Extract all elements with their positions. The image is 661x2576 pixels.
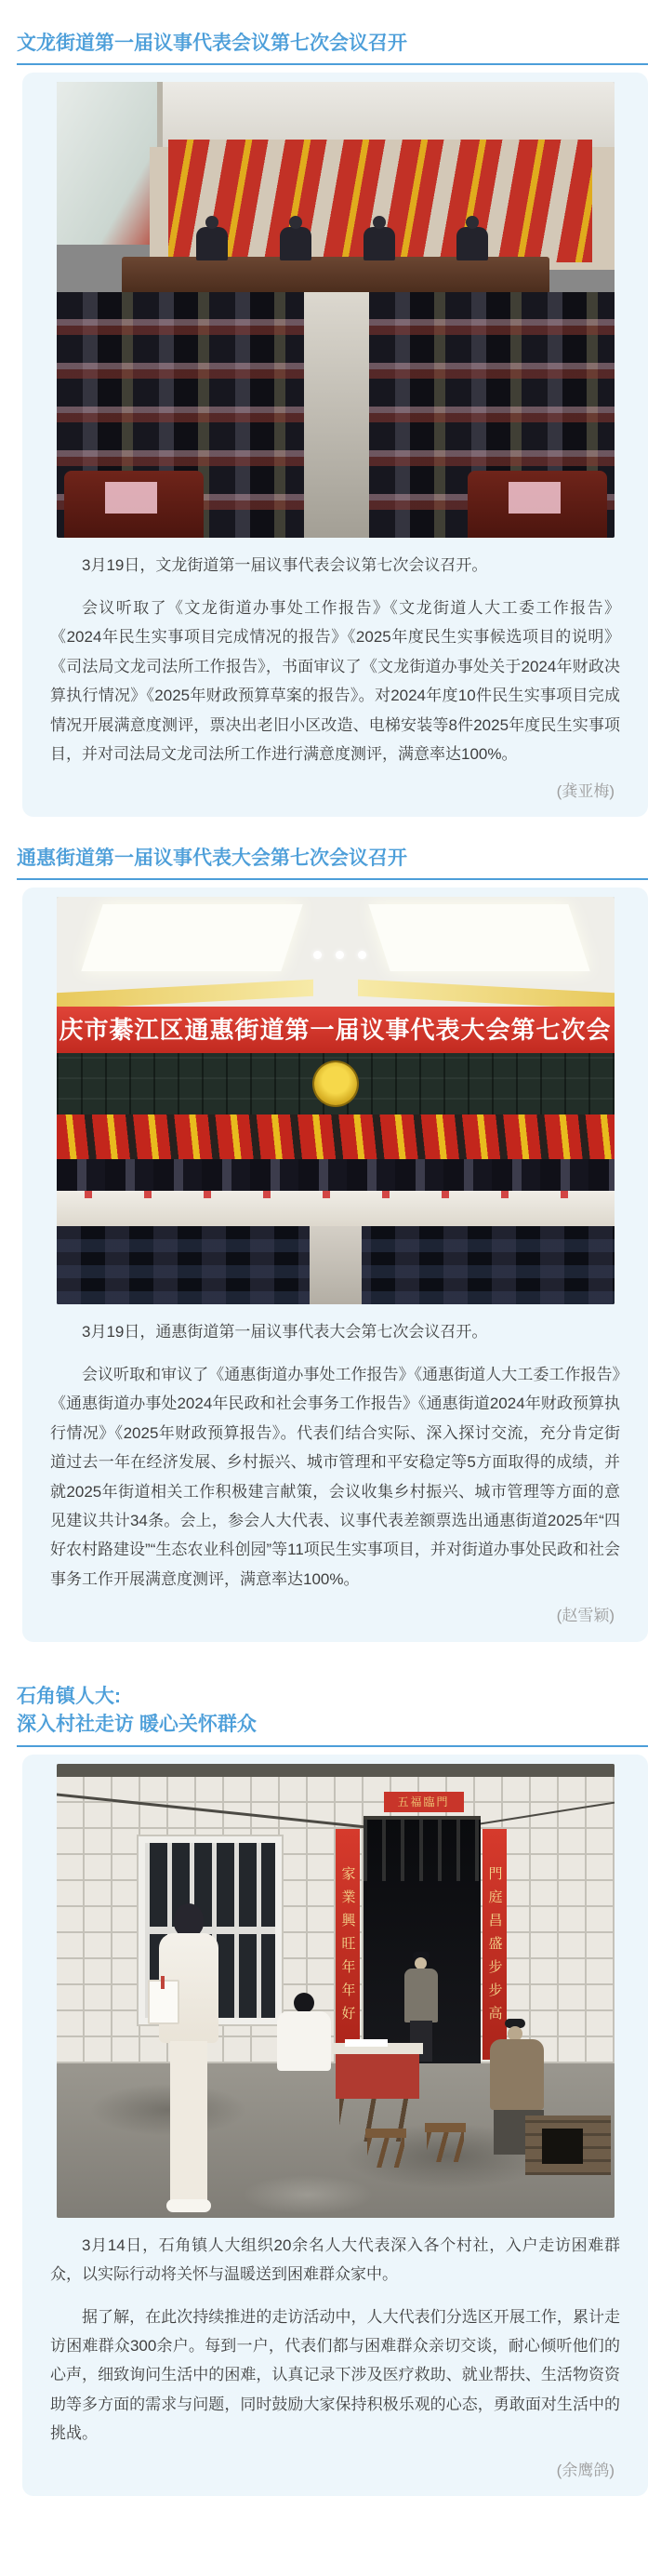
section-tonghui bbox=[0, 845, 661, 1642]
content-panel bbox=[22, 888, 648, 1641]
chair-front-left bbox=[64, 471, 204, 538]
villager-in-doorway bbox=[415, 1957, 427, 1969]
door-lintel-banner: 五福臨門 bbox=[384, 1792, 464, 1812]
delegate-standing bbox=[166, 2199, 211, 2212]
section-title-line: 文龙街道第一届议事代表会议第七次会议召开 bbox=[17, 33, 407, 54]
presidium-member bbox=[364, 227, 395, 260]
center-aisle bbox=[310, 1226, 362, 1304]
photo-village-visit bbox=[57, 1764, 615, 2218]
villager-seated bbox=[490, 2039, 544, 2110]
section-title bbox=[17, 845, 648, 873]
photo-wenlong-conference bbox=[57, 82, 615, 538]
chair-front-right bbox=[468, 471, 607, 538]
wooden-crate bbox=[525, 2116, 611, 2175]
villager-in-doorway bbox=[404, 1969, 438, 2022]
ceiling-light-panel bbox=[368, 904, 589, 971]
presidium-row bbox=[57, 1159, 615, 1195]
presidium-member bbox=[456, 227, 488, 260]
presidium-member bbox=[280, 227, 311, 260]
rostrum-table bbox=[57, 1191, 615, 1226]
title-divider bbox=[17, 1745, 648, 1747]
title-divider bbox=[17, 878, 648, 880]
paragraph: 据了解，在此次持续推进的走访活动中，人大代表们分选区开展工作，累计走访困难群众300余户。每到一户，代表们都与困难群众亲切交谈，耐心倾听他们的心声，细致询问生活中的困难，认真记录下涉及医疗救助、就业帮扶、生活物资资助等多方面的需求与问题，同时鼓励大家保持积极乐观的心态，勇敢面对生活中的挑战。 bbox=[50, 2307, 620, 2443]
small-table bbox=[336, 2054, 419, 2099]
content-panel bbox=[22, 1755, 648, 2497]
section-title bbox=[17, 30, 648, 58]
downlight bbox=[358, 951, 366, 959]
wooden-stool bbox=[425, 2123, 466, 2132]
paragraph: 3月19日，文龙街道第一届议事代表会议第七次会议召开。 bbox=[82, 556, 488, 575]
section-title bbox=[17, 1683, 648, 1740]
tote-bag bbox=[148, 1980, 179, 2024]
roof-eave bbox=[57, 1764, 615, 1777]
delegate-standing bbox=[174, 1903, 204, 1937]
section-wenlong bbox=[0, 30, 661, 817]
paragraph: 3月14日，石角镇人大组织20余名人大代表深入各个村社，入户走访困难群众，以实际行动将关怀与温暖送到困难群众家中。 bbox=[50, 2236, 620, 2284]
section-title-line: 深入村社走访 暖心关怀群众 bbox=[17, 1714, 257, 1736]
section-title-line: 通惠街道第一届议事代表大会第七次会议召开 bbox=[17, 847, 407, 869]
content-panel bbox=[22, 73, 648, 817]
author-attribution: (余鹰鸽) bbox=[556, 2461, 615, 2479]
author-attribution: (龚亚梅) bbox=[556, 781, 615, 800]
window-wall bbox=[57, 82, 163, 245]
delegate-writing bbox=[294, 1993, 314, 2013]
head-table bbox=[122, 257, 549, 294]
section-shijiao bbox=[0, 1683, 661, 2496]
presidium-member bbox=[196, 227, 228, 260]
paragraph: 3月19日，通惠街道第一届议事代表大会第七次会议召开。 bbox=[82, 1323, 488, 1341]
author-attribution: (赵雪颖) bbox=[556, 1607, 615, 1625]
center-aisle bbox=[304, 292, 369, 538]
downlight bbox=[336, 951, 344, 959]
spring-couplet-right: 門庭昌盛步步高 bbox=[483, 1829, 507, 2060]
small-table bbox=[332, 2043, 423, 2054]
meeting-banner: 庆市綦江区通惠街道第一届议事代表大会第七次会 bbox=[57, 1007, 615, 1053]
wooden-stool bbox=[365, 2129, 406, 2138]
downlight bbox=[313, 951, 322, 959]
national-emblem-icon bbox=[314, 1062, 357, 1105]
title-divider bbox=[17, 63, 648, 65]
ceiling-light-panel bbox=[81, 904, 302, 971]
delegate-writing bbox=[277, 2011, 331, 2071]
paragraph: 会议听取了《文龙街道办事处工作报告》《文龙街道人大工委工作报告》《2024年民生实事项目完成情况的报告》《2025年度民生实事候选项目的说明》《司法局文龙司法所工作报告》，书面审议了《文龙街道办事处关于2024年财政决算执行情况》《2025年财政预算草案的报告》。对2024年度10件民生实事项目完成情况开展满意度测评，票决出老旧小区改造、电梯安装等8件2025年度民生实事项目，并对司法局文龙司法所工作进行满意度测评，满意率达100%。 bbox=[50, 598, 620, 764]
photo-tonghui-assembly bbox=[57, 897, 615, 1304]
spring-couplet-left: 家業興旺年年好 bbox=[336, 1829, 360, 2060]
paragraph: 会议听取和审议了《通惠街道办事处工作报告》《通惠街道人大工委工作报告》《通惠街道办事处2024年民政和社会事务工作报告》《通惠街道2024年财政预算执行情况》《2025年财政预算报告》。代表们结合实际、深入探讨交流，充分肯定街道过去一年在经济发展、乡村振兴、城市管理和平安稳定等5方面取得的成绩，并就2025年街道相关工作积极建言献策，会议收集乡村振兴、城市管理等方面的意见建议共计34条。会上，参会人大代表、议事代表差额票选出通惠街道2025年“四好农村路建设”“生态农业科创园”等11项民生实事项目，并对街道办事处民政和社会事务工作开展满意度测评，满意率达100%。 bbox=[50, 1365, 620, 1588]
delegate-standing bbox=[170, 2041, 207, 2201]
section-title-line: 石角镇人大: bbox=[17, 1685, 121, 1707]
